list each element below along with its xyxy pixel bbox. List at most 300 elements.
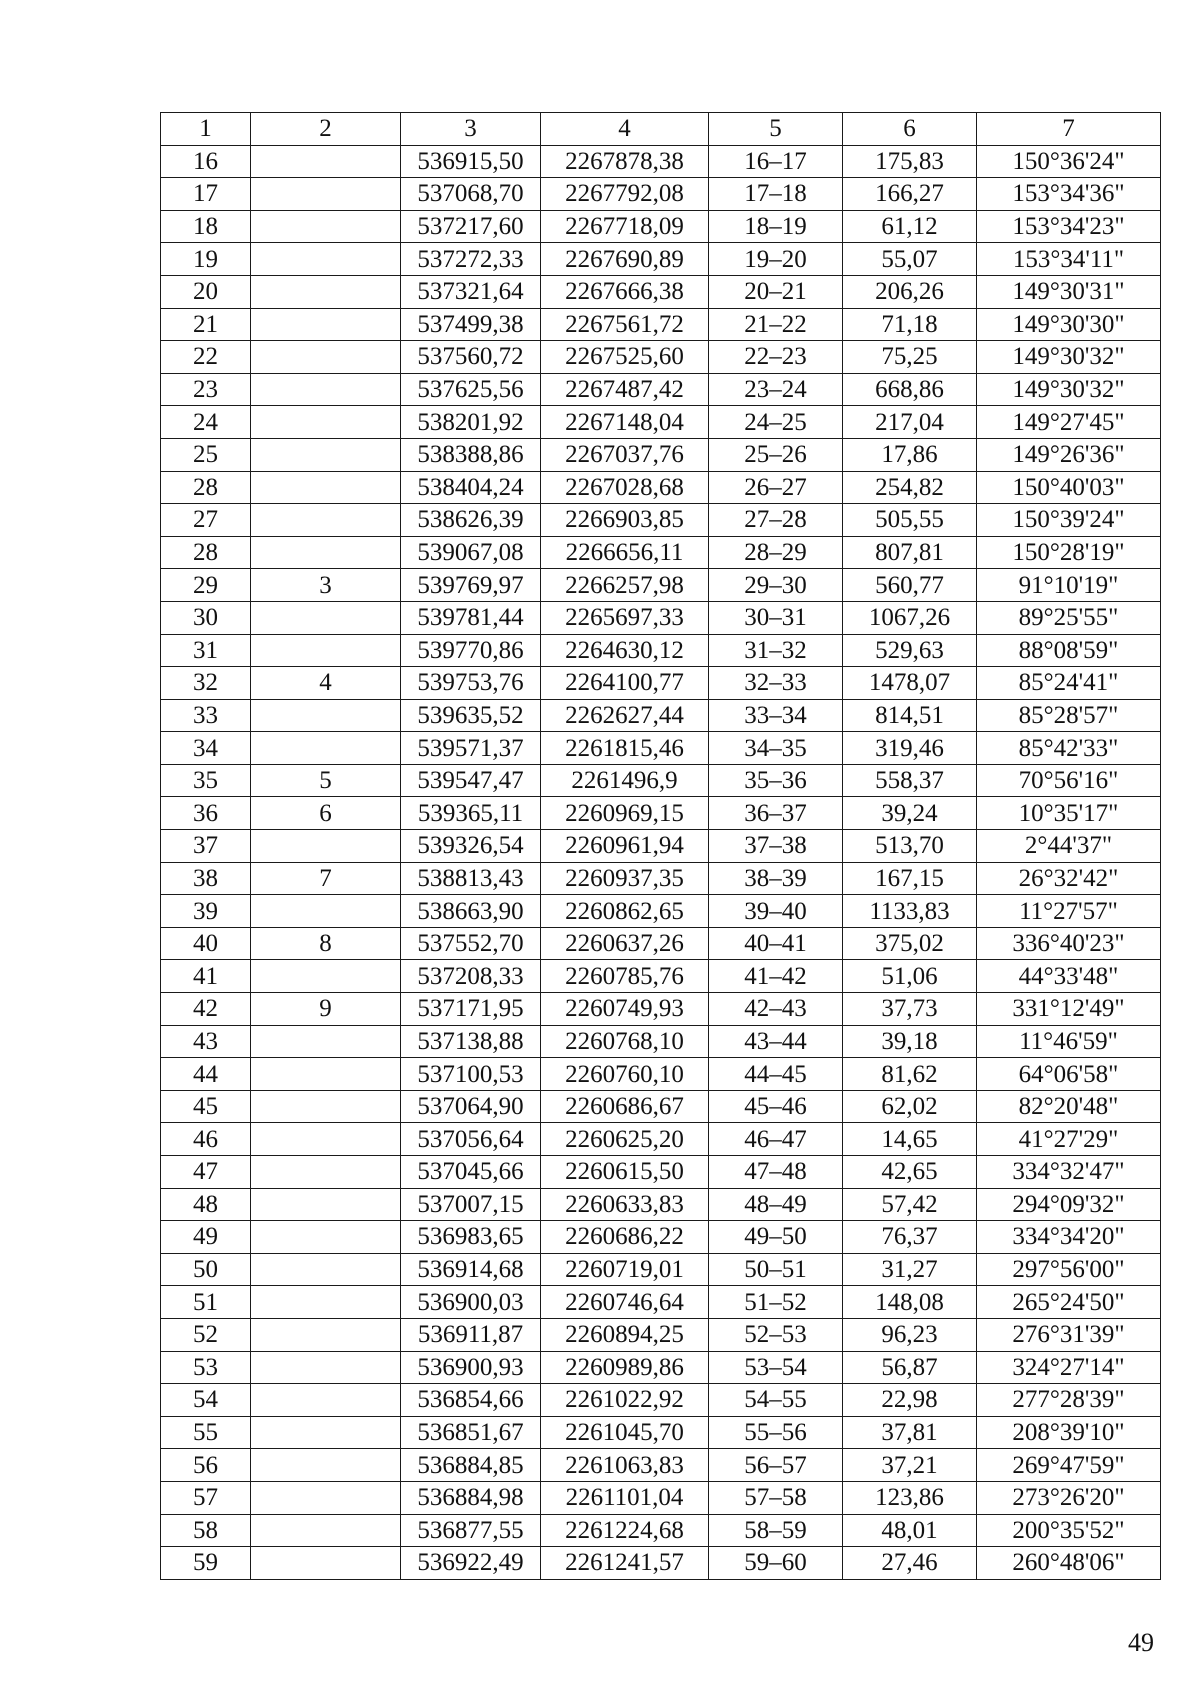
table-cell-col-2 [251,830,401,863]
table-cell-col-7: 85°42'33" [977,732,1161,765]
table-row [161,1058,1161,1091]
table-cell-col-6: 27,46 [843,1547,977,1580]
table-row [161,993,1161,1026]
table-cell-col-3: 536900,93 [401,1351,541,1384]
table-cell-col-4: 2260686,22 [541,1221,709,1254]
column-header-2: 2 [251,113,401,146]
table-row [161,471,1161,504]
table-row [161,1253,1161,1286]
table-cell-col-4: 2267718,09 [541,210,709,243]
table-cell-col-3: 539326,54 [401,830,541,863]
table-cell-col-2 [251,275,401,308]
table-cell-col-6: 217,04 [843,406,977,439]
table-cell-col-2 [251,406,401,439]
table-cell-col-4: 2261022,92 [541,1384,709,1417]
table-cell-col-7: 82°20'48" [977,1090,1161,1123]
table-cell-col-5: 41–42 [709,960,843,993]
table-cell-col-7: 149°30'32" [977,341,1161,374]
table-cell-col-6: 14,65 [843,1123,977,1156]
table-row [161,1351,1161,1384]
table-cell-col-7: 85°28'57" [977,699,1161,732]
table-cell-col-7: 153°34'36" [977,178,1161,211]
table-row [161,438,1161,471]
table-cell-col-3: 537056,64 [401,1123,541,1156]
table-cell-col-6: 558,37 [843,764,977,797]
table-cell-col-4: 2261241,57 [541,1547,709,1580]
column-header-4: 4 [541,113,709,146]
table-row [161,178,1161,211]
table-cell-col-1: 50 [161,1253,251,1286]
table-cell-col-5: 54–55 [709,1384,843,1417]
table-cell-col-6: 57,42 [843,1188,977,1221]
table-cell-col-5: 17–18 [709,178,843,211]
column-header-5: 5 [709,113,843,146]
table-cell-col-1: 55 [161,1416,251,1449]
table-cell-col-3: 538404,24 [401,471,541,504]
table-cell-col-3: 538813,43 [401,862,541,895]
table-cell-col-4: 2260615,50 [541,1156,709,1189]
table-cell-col-5: 59–60 [709,1547,843,1580]
table-cell-col-5: 23–24 [709,373,843,406]
table-cell-col-7: 153°34'23" [977,210,1161,243]
table-cell-col-2 [251,373,401,406]
table-cell-col-4: 2262627,44 [541,699,709,732]
table-cell-col-4: 2260961,94 [541,830,709,863]
table-cell-col-3: 539571,37 [401,732,541,765]
table-cell-col-7: 331°12'49" [977,993,1161,1026]
table-cell-col-2: 9 [251,993,401,1026]
table-cell-col-1: 49 [161,1221,251,1254]
table-cell-col-6: 814,51 [843,699,977,732]
table-cell-col-2 [251,1449,401,1482]
table-row [161,341,1161,374]
table-cell-col-5: 40–41 [709,927,843,960]
table-row [161,1025,1161,1058]
table-cell-col-6: 807,81 [843,536,977,569]
table-row [161,797,1161,830]
table-cell-col-4: 2265697,33 [541,601,709,634]
table-cell-col-1: 25 [161,438,251,471]
table-cell-col-3: 537007,15 [401,1188,541,1221]
table-cell-col-2 [251,308,401,341]
table-cell-col-6: 375,02 [843,927,977,960]
table-cell-col-1: 36 [161,797,251,830]
table-cell-col-2 [251,536,401,569]
table-cell-col-2 [251,1318,401,1351]
table-cell-col-7: 265°24'50" [977,1286,1161,1319]
table-cell-col-5: 48–49 [709,1188,843,1221]
table-cell-col-1: 18 [161,210,251,243]
table-cell-col-2 [251,1058,401,1091]
table-cell-col-2: 6 [251,797,401,830]
table-cell-col-1: 53 [161,1351,251,1384]
table-cell-col-1: 37 [161,830,251,863]
table-cell-col-2 [251,471,401,504]
table-cell-col-7: 276°31'39" [977,1318,1161,1351]
header-row [161,113,1161,146]
table-cell-col-2 [251,1351,401,1384]
table-cell-col-7: 149°27'45" [977,406,1161,439]
table-cell-col-3: 537560,72 [401,341,541,374]
table-row [161,764,1161,797]
table-cell-col-2: 3 [251,569,401,602]
table-cell-col-2 [251,1090,401,1123]
table-cell-col-5: 32–33 [709,667,843,700]
table-cell-col-6: 56,87 [843,1351,977,1384]
table-cell-col-6: 668,86 [843,373,977,406]
table-cell-col-6: 148,08 [843,1286,977,1319]
table-cell-col-7: 149°30'32" [977,373,1161,406]
table-cell-col-2 [251,1547,401,1580]
table-cell-col-2 [251,438,401,471]
table-cell-col-6: 55,07 [843,243,977,276]
table-row [161,601,1161,634]
table-cell-col-3: 538388,86 [401,438,541,471]
table-cell-col-2 [251,178,401,211]
table-cell-col-7: 150°36'24" [977,145,1161,178]
table-cell-col-7: 334°34'20" [977,1221,1161,1254]
table-cell-col-5: 33–34 [709,699,843,732]
table-cell-col-3: 536877,55 [401,1514,541,1547]
table-cell-col-4: 2260894,25 [541,1318,709,1351]
table-cell-col-6: 48,01 [843,1514,977,1547]
table-cell-col-3: 537171,95 [401,993,541,1026]
table-cell-col-2 [251,1188,401,1221]
table-row [161,1416,1161,1449]
table-cell-col-5: 51–52 [709,1286,843,1319]
table-cell-col-1: 16 [161,145,251,178]
table-cell-col-2 [251,1221,401,1254]
table-cell-col-2 [251,895,401,928]
table-cell-col-7: 149°26'36" [977,438,1161,471]
table-cell-col-7: 85°24'41" [977,667,1161,700]
table-cell-col-3: 539365,11 [401,797,541,830]
table-row [161,373,1161,406]
table-cell-col-5: 24–25 [709,406,843,439]
table-cell-col-7: 11°27'57" [977,895,1161,928]
table-cell-col-4: 2261496,9 [541,764,709,797]
table-cell-col-1: 45 [161,1090,251,1123]
table-cell-col-2 [251,1025,401,1058]
table-cell-col-5: 26–27 [709,471,843,504]
table-cell-col-2 [251,1253,401,1286]
table-cell-col-7: 334°32'47" [977,1156,1161,1189]
table-cell-col-2: 4 [251,667,401,700]
table-cell-col-5: 36–37 [709,797,843,830]
table-cell-col-4: 2261815,46 [541,732,709,765]
table-row [161,634,1161,667]
table-cell-col-5: 55–56 [709,1416,843,1449]
table-row [161,1449,1161,1482]
table-row [161,275,1161,308]
table-row [161,830,1161,863]
table-cell-col-4: 2261101,04 [541,1481,709,1514]
table-row [161,960,1161,993]
table-cell-col-5: 39–40 [709,895,843,928]
table-cell-col-4: 2260937,35 [541,862,709,895]
table-cell-col-3: 538626,39 [401,504,541,537]
table-cell-col-6: 206,26 [843,275,977,308]
table-cell-col-6: 513,70 [843,830,977,863]
table-cell-col-4: 2267487,42 [541,373,709,406]
table-cell-col-5: 30–31 [709,601,843,634]
table-cell-col-7: 149°30'30" [977,308,1161,341]
table-cell-col-3: 536911,87 [401,1318,541,1351]
table-cell-col-1: 39 [161,895,251,928]
table-cell-col-3: 537499,38 [401,308,541,341]
table-cell-col-6: 62,02 [843,1090,977,1123]
table-cell-col-4: 2261224,68 [541,1514,709,1547]
table-row [161,1481,1161,1514]
table-row [161,504,1161,537]
table-cell-col-7: 336°40'23" [977,927,1161,960]
table-cell-col-1: 44 [161,1058,251,1091]
table-cell-col-3: 536884,85 [401,1449,541,1482]
table-cell-col-6: 39,24 [843,797,977,830]
table-row [161,1318,1161,1351]
table-cell-col-5: 20–21 [709,275,843,308]
table-cell-col-5: 53–54 [709,1351,843,1384]
table-cell-col-6: 166,27 [843,178,977,211]
table-cell-col-4: 2261045,70 [541,1416,709,1449]
table-row [161,210,1161,243]
table-cell-col-4: 2260637,26 [541,927,709,960]
table-cell-col-6: 319,46 [843,732,977,765]
table-cell-col-4: 2267878,38 [541,145,709,178]
table-cell-col-4: 2267561,72 [541,308,709,341]
table-cell-col-5: 52–53 [709,1318,843,1351]
table-row [161,1221,1161,1254]
table-cell-col-4: 2267148,04 [541,406,709,439]
table-cell-col-6: 1133,83 [843,895,977,928]
coordinate-table [160,112,1161,1580]
table-cell-col-1: 28 [161,536,251,569]
table-row [161,1156,1161,1189]
table-cell-col-7: 269°47'59" [977,1449,1161,1482]
table-cell-col-1: 17 [161,178,251,211]
table-cell-col-4: 2260746,64 [541,1286,709,1319]
table-cell-col-5: 27–28 [709,504,843,537]
table-cell-col-7: 2°44'37" [977,830,1161,863]
table-row [161,243,1161,276]
table-cell-col-1: 35 [161,764,251,797]
table-row [161,536,1161,569]
table-cell-col-2 [251,1416,401,1449]
table-cell-col-2 [251,601,401,634]
table-cell-col-1: 29 [161,569,251,602]
table-cell-col-5: 21–22 [709,308,843,341]
table-cell-col-7: 91°10'19" [977,569,1161,602]
table-row [161,1090,1161,1123]
table-cell-col-5: 45–46 [709,1090,843,1123]
table-cell-col-4: 2266903,85 [541,504,709,537]
table-cell-col-1: 42 [161,993,251,1026]
table-cell-col-7: 294°09'32" [977,1188,1161,1221]
table-row [161,895,1161,928]
table-row [161,1514,1161,1547]
table-cell-col-3: 538663,90 [401,895,541,928]
table-row [161,732,1161,765]
table-cell-col-4: 2260768,10 [541,1025,709,1058]
table-cell-col-2 [251,341,401,374]
table-cell-col-1: 31 [161,634,251,667]
table-cell-col-5: 58–59 [709,1514,843,1547]
table-cell-col-2 [251,634,401,667]
table-row [161,308,1161,341]
table-cell-col-5: 44–45 [709,1058,843,1091]
table-cell-col-6: 96,23 [843,1318,977,1351]
table-cell-col-4: 2267690,89 [541,243,709,276]
table-cell-col-7: 70°56'16" [977,764,1161,797]
table-cell-col-2: 8 [251,927,401,960]
table-cell-col-3: 539770,86 [401,634,541,667]
table-cell-col-7: 273°26'20" [977,1481,1161,1514]
table-cell-col-1: 30 [161,601,251,634]
table-cell-col-5: 38–39 [709,862,843,895]
table-cell-col-3: 537625,56 [401,373,541,406]
table-cell-col-1: 24 [161,406,251,439]
table-cell-col-1: 22 [161,341,251,374]
table-row [161,699,1161,732]
table-cell-col-2 [251,1286,401,1319]
column-header-7: 7 [977,113,1161,146]
table-cell-col-2 [251,1514,401,1547]
table-cell-col-3: 536914,68 [401,1253,541,1286]
table-body [161,145,1161,1579]
table-cell-col-3: 539781,44 [401,601,541,634]
table-cell-col-7: 89°25'55" [977,601,1161,634]
table-cell-col-4: 2261063,83 [541,1449,709,1482]
table-cell-col-5: 57–58 [709,1481,843,1514]
table-cell-col-6: 75,25 [843,341,977,374]
table-cell-col-6: 61,12 [843,210,977,243]
table-cell-col-5: 42–43 [709,993,843,1026]
table-cell-col-4: 2260633,83 [541,1188,709,1221]
table-cell-col-6: 37,73 [843,993,977,1026]
table-cell-col-6: 1067,26 [843,601,977,634]
table-cell-col-2 [251,145,401,178]
table-cell-col-3: 537272,33 [401,243,541,276]
table-cell-col-4: 2267666,38 [541,275,709,308]
table-cell-col-5: 34–35 [709,732,843,765]
table-cell-col-3: 539753,76 [401,667,541,700]
table-cell-col-3: 537045,66 [401,1156,541,1189]
table-cell-col-3: 537321,64 [401,275,541,308]
table-cell-col-7: 41°27'29" [977,1123,1161,1156]
table-cell-col-6: 529,63 [843,634,977,667]
table-cell-col-5: 46–47 [709,1123,843,1156]
table-cell-col-3: 538201,92 [401,406,541,439]
table-cell-col-4: 2264630,12 [541,634,709,667]
table-cell-col-5: 35–36 [709,764,843,797]
table-cell-col-3: 539769,97 [401,569,541,602]
table-row [161,862,1161,895]
table-cell-col-2 [251,960,401,993]
table-cell-col-1: 27 [161,504,251,537]
table-cell-col-1: 38 [161,862,251,895]
table-cell-col-4: 2260989,86 [541,1351,709,1384]
table-cell-col-4: 2260969,15 [541,797,709,830]
table-cell-col-2 [251,699,401,732]
table-cell-col-4: 2260686,67 [541,1090,709,1123]
table-cell-col-1: 20 [161,275,251,308]
table-cell-col-7: 10°35'17" [977,797,1161,830]
table-cell-col-5: 43–44 [709,1025,843,1058]
table-cell-col-1: 33 [161,699,251,732]
table-cell-col-6: 37,81 [843,1416,977,1449]
table-cell-col-6: 81,62 [843,1058,977,1091]
table-cell-col-6: 1478,07 [843,667,977,700]
table-cell-col-7: 277°28'39" [977,1384,1161,1417]
table-row [161,569,1161,602]
table-cell-col-1: 28 [161,471,251,504]
table-cell-col-1: 19 [161,243,251,276]
table-cell-col-1: 51 [161,1286,251,1319]
table-cell-col-6: 123,86 [843,1481,977,1514]
table-cell-col-3: 537552,70 [401,927,541,960]
table-cell-col-4: 2260625,20 [541,1123,709,1156]
table-cell-col-5: 37–38 [709,830,843,863]
table-cell-col-4: 2260760,10 [541,1058,709,1091]
table-cell-col-5: 47–48 [709,1156,843,1189]
table-row [161,667,1161,700]
table-cell-col-1: 48 [161,1188,251,1221]
table-cell-col-2 [251,1384,401,1417]
table-cell-col-4: 2266257,98 [541,569,709,602]
table-cell-col-1: 46 [161,1123,251,1156]
table-cell-col-3: 537138,88 [401,1025,541,1058]
table-cell-col-7: 200°35'52" [977,1514,1161,1547]
table-cell-col-2 [251,1156,401,1189]
table-cell-col-6: 22,98 [843,1384,977,1417]
table-cell-col-1: 56 [161,1449,251,1482]
table-cell-col-3: 537068,70 [401,178,541,211]
table-cell-col-6: 31,27 [843,1253,977,1286]
column-header-6: 6 [843,113,977,146]
table-cell-col-3: 536915,50 [401,145,541,178]
table-cell-col-6: 39,18 [843,1025,977,1058]
table-cell-col-1: 34 [161,732,251,765]
table-cell-col-5: 16–17 [709,145,843,178]
table-row [161,145,1161,178]
table-cell-col-7: 260°48'06" [977,1547,1161,1580]
table-cell-col-3: 536900,03 [401,1286,541,1319]
table-cell-col-7: 88°08'59" [977,634,1161,667]
table-cell-col-2 [251,732,401,765]
table-cell-col-7: 150°40'03" [977,471,1161,504]
table-cell-col-2: 5 [251,764,401,797]
table-cell-col-7: 149°30'31" [977,275,1161,308]
table-cell-col-6: 505,55 [843,504,977,537]
table-cell-col-5: 28–29 [709,536,843,569]
table-cell-col-6: 560,77 [843,569,977,602]
table-cell-col-4: 2264100,77 [541,667,709,700]
table-cell-col-4: 2267525,60 [541,341,709,374]
table-row [161,1384,1161,1417]
column-header-1: 1 [161,113,251,146]
table-cell-col-3: 537217,60 [401,210,541,243]
table-row [161,1188,1161,1221]
table-cell-col-1: 58 [161,1514,251,1547]
table-cell-col-5: 50–51 [709,1253,843,1286]
table-cell-col-3: 539067,08 [401,536,541,569]
table-cell-col-6: 254,82 [843,471,977,504]
table-cell-col-3: 536922,49 [401,1547,541,1580]
table-cell-col-3: 539547,47 [401,764,541,797]
table-cell-col-6: 17,86 [843,438,977,471]
table-cell-col-3: 537100,53 [401,1058,541,1091]
table-cell-col-5: 18–19 [709,210,843,243]
